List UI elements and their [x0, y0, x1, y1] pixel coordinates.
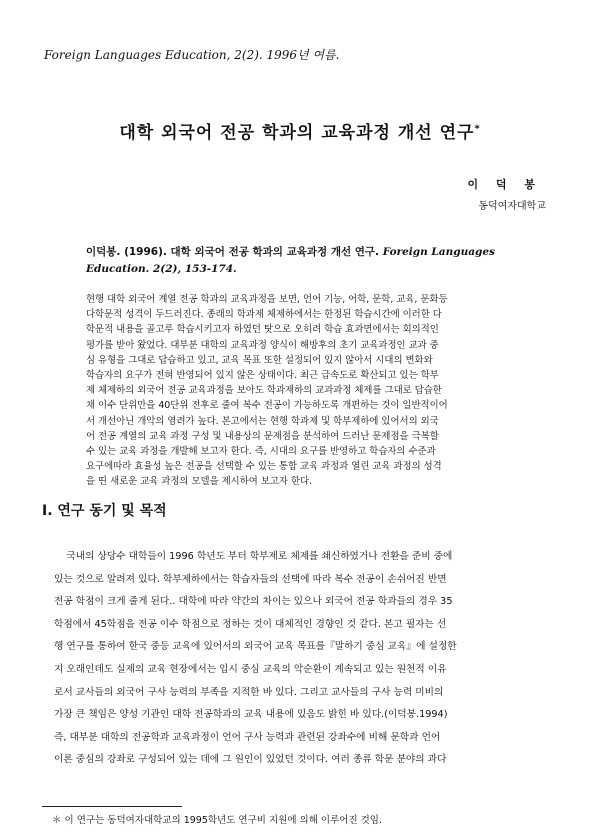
author-name: 이 덕 봉 — [467, 178, 542, 191]
body-line: 전공 학점이 크게 줄게 된다.. 대학에 따라 약간의 차이는 있으나 외국어 전공 학과들의 경우 35 — [54, 596, 453, 608]
abstract-line: 수 있는 교육 과정을 개발해 보고자 한다. 즉, 시대의 요구를 반영하고 학습자의 수준과 — [86, 446, 436, 458]
body-line: 있는 것으로 알려져 있다. 학부제하에서는 학습자들의 선택에 따라 복수 전공이 손쉬어진 반면 — [54, 573, 447, 585]
citation-text: 이덕봉. (1996). 대학 외국어 전공 학과의 교육과정 개선 연구. — [86, 246, 380, 258]
paper-title-text: 대학 외국어 전공 학과의 교육과정 개선 연구 — [119, 123, 475, 143]
citation-journal-2: Education. — [86, 263, 150, 275]
journal-header: Foreign Languages Education, 2(2). 1996년 여름. — [44, 48, 340, 62]
abstract-line: 요구에따라 효율성 높은 전공을 선택할 수 있는 통합 교육 과정과 열린 교육 과정의 성격 — [86, 461, 442, 473]
footnote-divider — [42, 806, 182, 807]
section-heading: Ⅰ. 연구 동기 및 목적 — [42, 503, 167, 519]
abstract-line: 제 체제하의 외국어 전공 교육과정을 보아도 학과제하의 교과과정 체제를 그대로 답습한 — [86, 385, 442, 397]
body-line: 즉, 대부분 대학의 전공학과 교육과정이 언어 구사 능력과 관련된 강좌수에 비해 문학과 언어 — [54, 731, 441, 743]
citation — [86, 244, 548, 278]
abstract-line: 현행 대학 외국어 계열 전공 학과의 교육과정을 보면, 언어 기능, 어학, 문학, 교육, 문화등 — [86, 294, 448, 305]
abstract-line: 학습자의 요구가 전혀 반영되어 있지 않은 상태이다. 최근 급속도로 확산되고 있는 학부 — [86, 370, 439, 382]
abstract-line: 서 개선아닌 개악의 염려가 높다. 본고에서는 현행 학과제 및 학부제하에 있어서의 외국 — [86, 415, 439, 427]
author-affiliation: 동덕여자대학교 — [478, 201, 546, 212]
abstract-line: 평가를 받아 왔었다. 대부분 대학의 교육과정 양식이 해방후의 초기 교육과정인 교과 중 — [86, 339, 439, 351]
abstract-line: 다학문적 성격이 두드러진다. 종래의 학과제 체제하에서는 한정된 학습시간에 이러한 다 — [86, 309, 442, 321]
body-line: 이론 중심의 강좌로 구성되어 있는 데에 그 원인이 있었던 것이다. 여러 종류 학문 분야의 과다 — [54, 754, 447, 766]
paper-title — [0, 118, 600, 143]
body-line: 행 연구를 통하여 한국 중등 교육에 있어서의 외국어 교육 목표를『말하기 중심 교육』에 설정한 — [54, 641, 457, 653]
abstract-line: 심 유형을 그대로 답습하고 있고, 교육 목표 또한 설정되어 있지 않아서 시대의 변화와 — [86, 354, 433, 366]
citation-journal: Foreign Languages — [382, 246, 495, 258]
abstract-line: 채 이수 단위만을 40단위 전후로 줄여 복수 전공이 가능하도록 개편하는 것이 일반적이어 — [86, 400, 448, 412]
body-line: 지 오래인데도 실제의 교육 현장에서는 입시 중심 교육의 악순환이 계속되고 있는 원천적 이유 — [54, 663, 447, 675]
citation-volume: 2(2), 153-174. — [152, 263, 237, 275]
abstract-line: 을 띤 새로운 교육 과정의 모델을 제시하여 보고자 한다. — [86, 476, 313, 488]
body-line: 국내의 상당수 대학들이 1996 학년도 부터 학부제로 체제를 쇄신하였거나 전환을 준비 중에 — [54, 551, 453, 562]
abstract-line: 학문적 내용을 골고루 학습시키고자 하였던 탓으로 오히려 학습 효과면에서는 회의적인 — [86, 324, 439, 336]
footnote: ＊ 이 연구는 동덕여자대학교의 1995학년도 연구비 지원에 의해 이루어진 것임. — [52, 815, 383, 826]
body-line: 학점에서 45학점을 전공 이수 학점으로 정하는 것이 대체적인 경향인 것 같다. 본고 필자는 선 — [54, 618, 447, 630]
body-text — [54, 546, 554, 772]
abstract — [86, 292, 546, 490]
title-footnote-marker: * — [474, 123, 481, 135]
abstract-line: 어 전공 계열의 교육 과정 구성 및 내용상의 문제점을 분석하여 드러난 문제점을 극복할 — [86, 430, 439, 442]
body-line: 가장 큰 책임은 양성 기관인 대학 전공학과의 교육 내용에 있음도 밝힌 바 있다.(이덕봉.1994) — [54, 709, 448, 721]
body-line: 로서 교사들의 외국어 구사 능력의 부족을 지적한 바 있다. 그리고 교사들의 구사 능력 미비의 — [54, 686, 444, 698]
